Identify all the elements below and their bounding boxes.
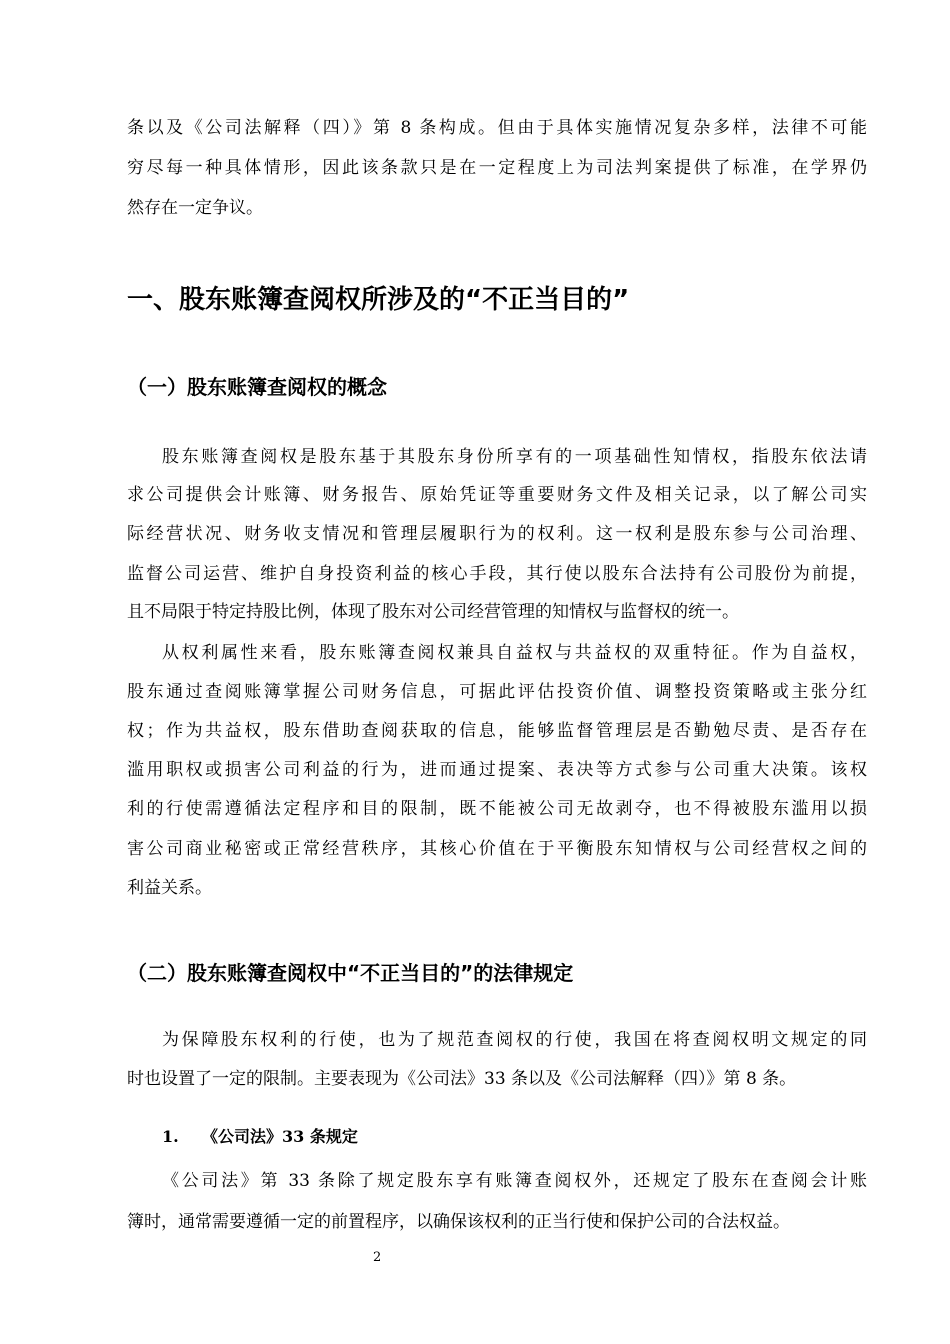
paragraph-line: 时也设置了一定的限制。主要表现为《公司法》33 条以及《公司法解释（四）》第 8 条。 [127,1069,797,1089]
paragraph-line: 利的行使需遵循法定程序和目的限制，既不能被公司无故剥夺，也不得被股东滥用以损 [127,799,867,819]
section-heading: 一、股东账簿查阅权所涉及的“不正当目的” [127,285,630,315]
heading-number: 1. [162,1127,179,1146]
paragraph-line: 滥用职权或损害公司利益的行为，进而通过提案、表决等方式参与公司重大决策。该权 [127,760,867,780]
subsection-heading: （二）股东账簿查阅权中“不正当目的”的法律规定 [127,961,574,985]
paragraph-line: 且不局限于特定持股比例，体现了股东对公司经营管理的知情权与监督权的统一。 [127,602,739,622]
paragraph-line: 利益关系。 [127,878,212,898]
numbered-heading [162,1125,358,1149]
paragraph-line: 股东通过查阅账簿掌握公司财务信息，可据此评估投资价值、调整投资策略或主张分红 [127,682,867,702]
paragraph-line: 害公司商业秘密或正常经营秩序，其核心价值在于平衡股东知情权与公司经营权之间的 [127,839,867,859]
paragraph-line: 求公司提供会计账簿、财务报告、原始凭证等重要财务文件及相关记录，以了解公司实 [127,485,867,505]
paragraph-line: 簿时，通常需要遵循一定的前置程序，以确保该权利的正当行使和保护公司的合法权益。 [127,1212,790,1232]
paragraph-line: 条以及《公司法解释（四）》第 8 条构成。但由于具体实施情况复杂多样，法律不可能 [127,118,867,138]
page-number: 2 [373,1250,382,1265]
paragraph-line: 从权利属性来看，股东账簿查阅权兼具自益权与共益权的双重特征。作为自益权， [162,643,867,663]
paragraph-line: 穷尽每一种具体情形，因此该条款只是在一定程度上为司法判案提供了标准，在学界仍 [127,158,867,178]
paragraph-line: 监督公司运营、维护自身投资利益的核心手段，其行使以股东合法持有公司股份为前提， [127,564,867,584]
paragraph-line: 为保障股东权利的行使，也为了规范查阅权的行使，我国在将查阅权明文规定的同 [162,1030,867,1050]
paragraph-line: 然存在一定争议。 [127,198,263,218]
subsection-heading: （一）股东账簿查阅权的概念 [127,375,387,399]
paragraph-line: 股东账簿查阅权是股东基于其股东身份所享有的一项基础性知情权，指股东依法请 [162,447,867,467]
paragraph-line: 权；作为共益权，股东借助查阅获取的信息，能够监督管理层是否勤勉尽责、是否存在 [127,721,867,741]
paragraph-line: 《公司法》第 33 条除了规定股东享有账簿查阅权外，还规定了股东在查阅会计账 [162,1171,867,1191]
paragraph-line: 际经营状况、财务收支情况和管理层履职行为的权利。这一权利是股东参与公司治理、 [127,524,867,544]
heading-title: 《公司法》33 条规定 [202,1127,358,1146]
